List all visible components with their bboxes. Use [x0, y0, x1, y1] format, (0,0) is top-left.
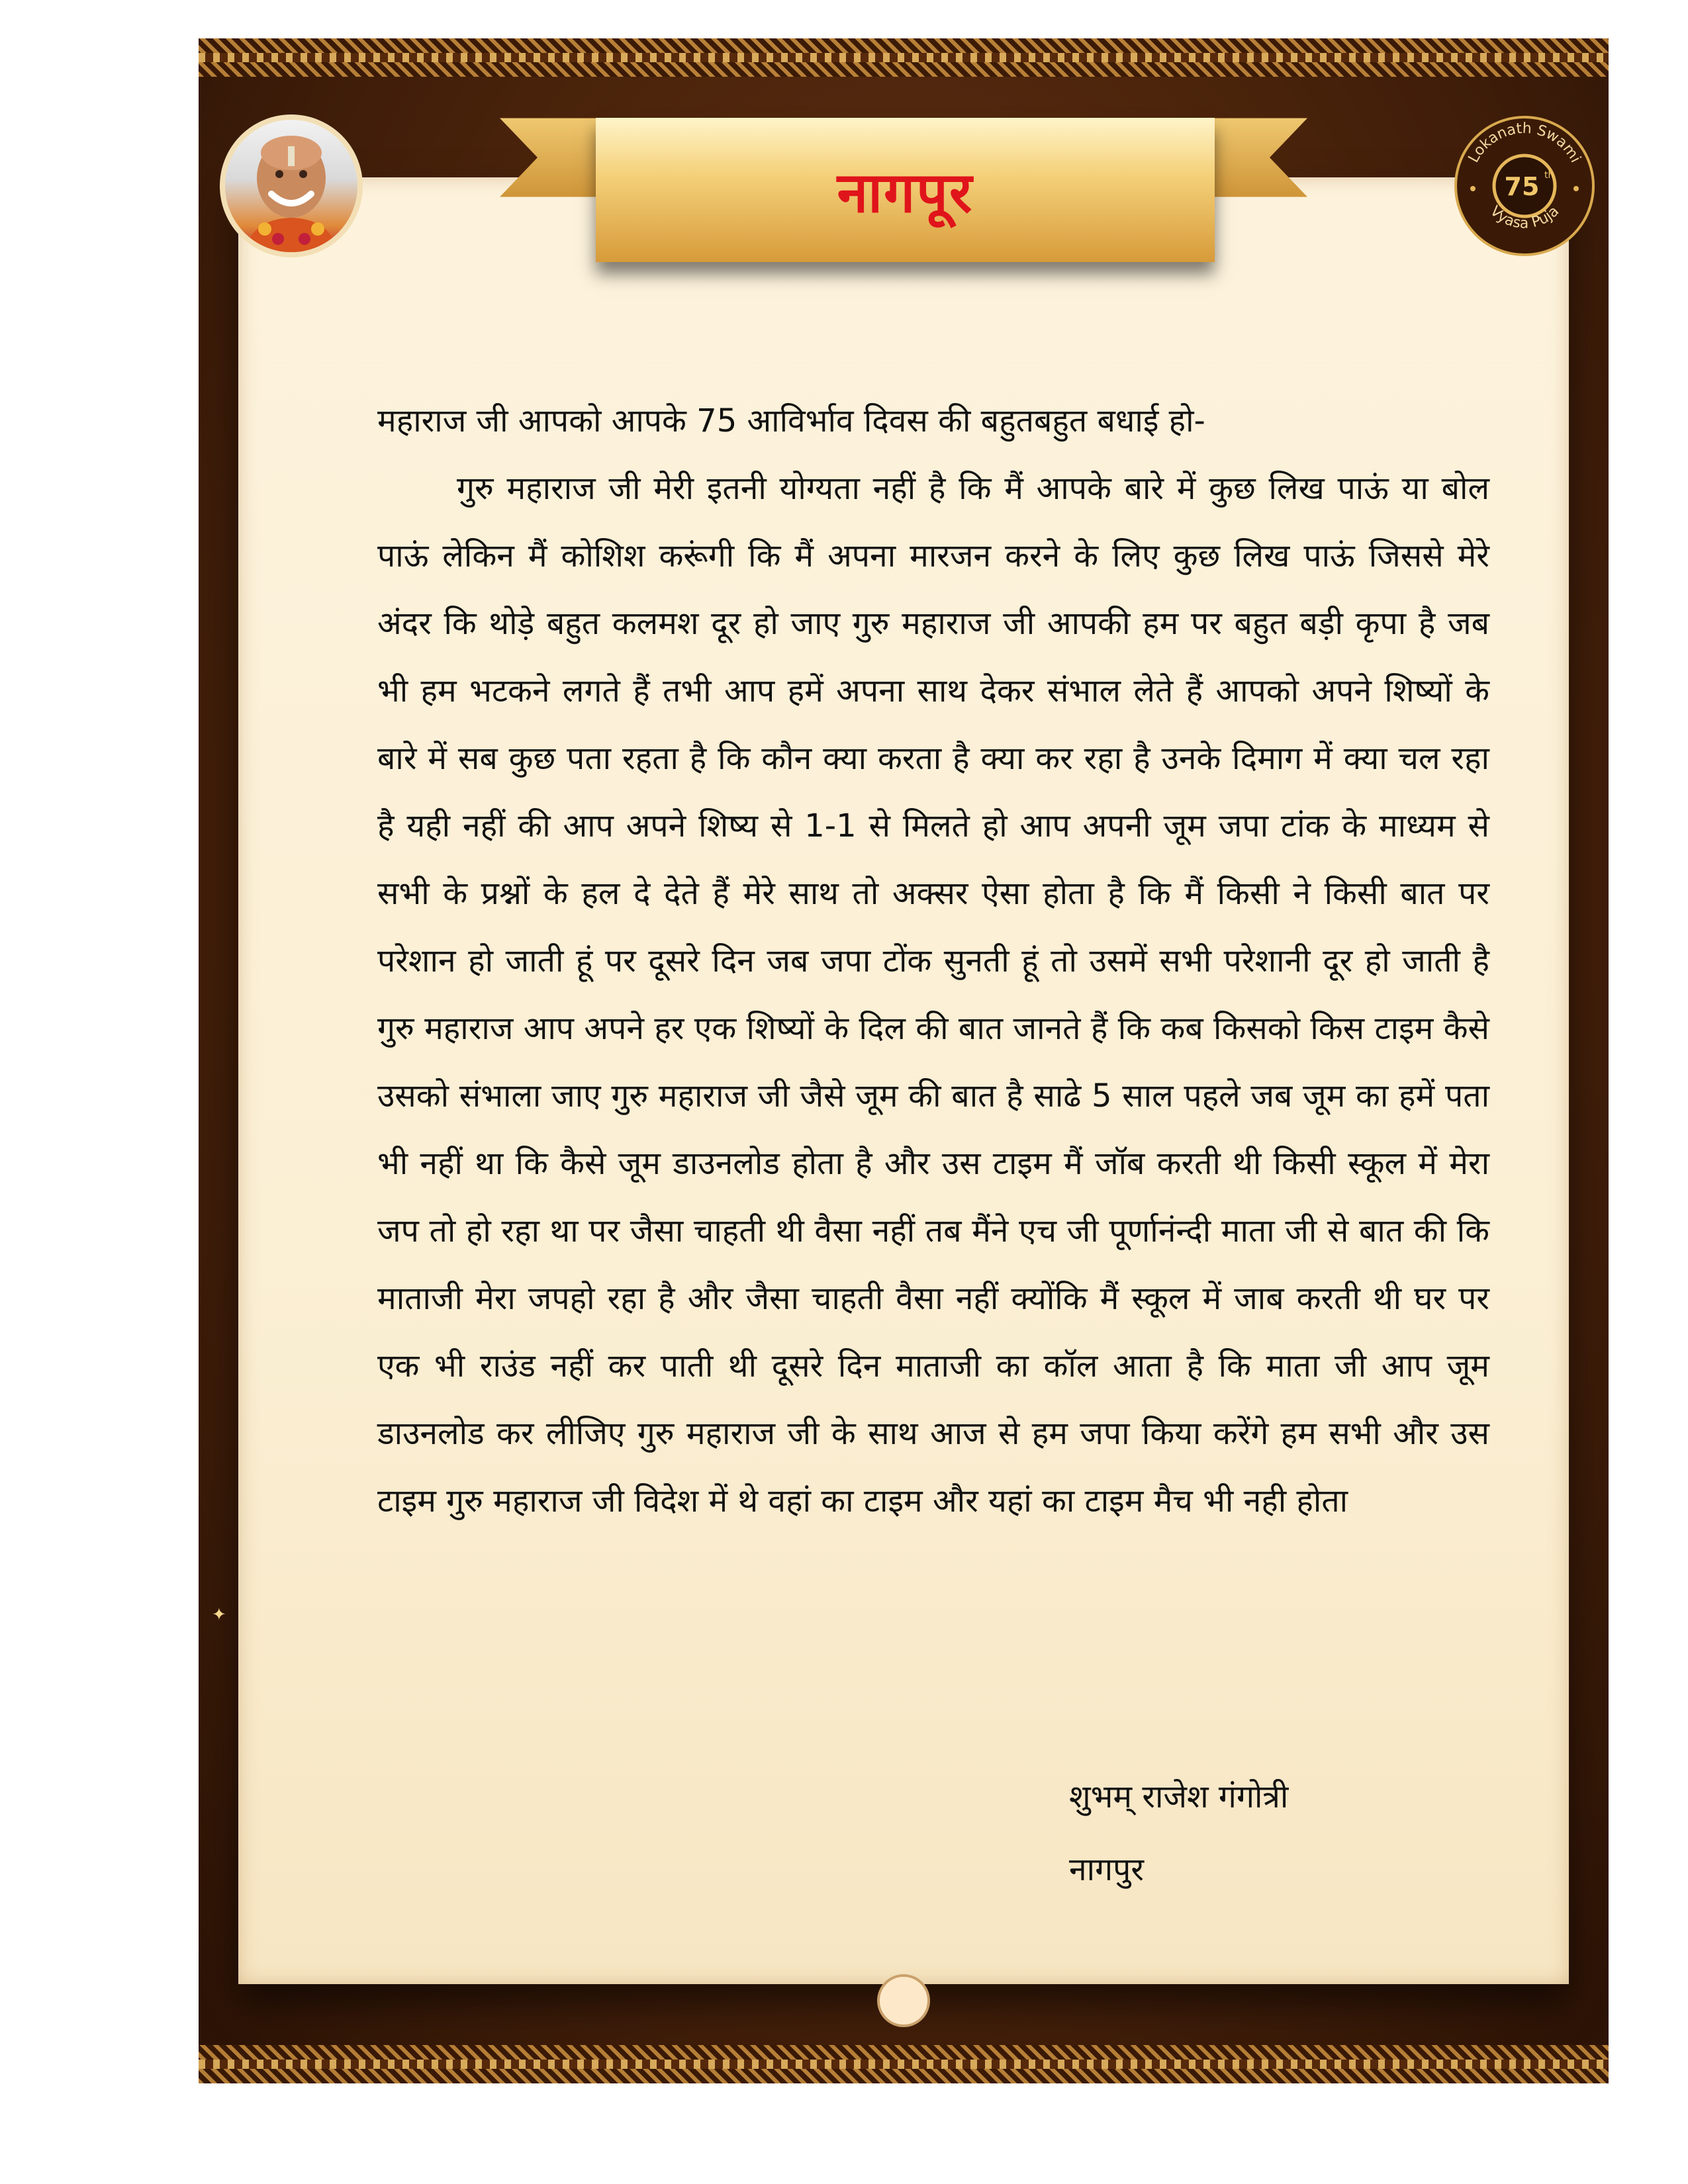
sparkle-icon: ✦ [212, 1605, 226, 1625]
top-ornament-border [199, 38, 1609, 77]
bottom-ornament-border [199, 2045, 1609, 2083]
letter-paragraph: गुरु महाराज जी मेरी इतनी योग्यता नहीं है कि मैं आपके बारे में कुछ लिख पाऊं या बोल पाऊं लेकिन मैं कोशिश करूंगी कि मैं अपना मारजन करने के लिए कुछ लिख पाऊं जिससे मेरे अंदर कि थोड़े बहुत कलमश दूर हो जाए गुरु महाराज जी आपकी हम पर बहुत बड़ी कृपा है जब भी हम भटकने लगते हैं तभी आप हमें अपना साथ देकर संभाल लेते हैं आपको अपने शिष्यों के बारे में सब कुछ पता रहता है कि कौन क्या करता है क्या कर रहा है उनके दिमाग में क्या चल रहा है यही नहीं की आप अपने शिष्य से 1-1 से मिलते हो आप अपनी जूम जपा टांक के माध्यम से सभी के प्रश्नों के हल दे देते हैं मेरे साथ तो अक्सर ऐसा होता है कि मैं किसी ने किसी बात पर परेशान हो जाती हूं पर दूसरे दिन जब जपा टोंक सुनती हूं तो उसमें सभी परेशानी दूर हो जाती है गुरु महाराज आप अपने हर एक शिष्यों के दिल की बात जानते हैं कि कब किसको किस टाइम कैसे उसको संभाला जाए गुरु महाराज जी जैसे जूम की बात है साढे 5 साल पहले जब जूम का हमें पता भी नहीं था कि कैसे जूम डाउनलोड होता है और उस टाइम मैं जॉब करती थी किसी स्कूल में मेरा जप तो हो रहा था पर जैसा चाहती थी वैसा नहीं तब मैंने एच जी पूर्णानंन्दी माता जी से बात की कि माताजी मेरा जपहो रहा है और जैसा चाहती वैसा नहीं क्योंकि मैं स्कूल में जाब करती थी घर पर एक भी राउंड नहीं कर पाती थी दूसरे दिन माताजी का कॉल आता है कि माता जी आप जूम डाउनलोड कर लीजिए गुरु महाराज जी के साथ आज से हम जपा किया करेंगे हम सभी और उस टाइम गुरु महाराज जी विदेश में थे वहां का टाइम और यहां का टाइम मैच भी नही होता [377, 470, 1489, 1520]
page-indicator-dot [877, 1974, 930, 2027]
guru-portrait [220, 114, 363, 257]
letter-signature [1069, 1760, 1288, 1906]
signature-name: शुभम् राजेश गंगोत्री [1069, 1778, 1289, 1815]
badge-emblem-icon [1453, 114, 1596, 257]
badge-arc-text: Lokanath Swami [1465, 120, 1584, 166]
anniversary-badge [1453, 114, 1596, 257]
signature-city: नागपुर [1069, 1851, 1144, 1888]
badge-suffix: th [1544, 170, 1554, 181]
portrait-image-icon [225, 120, 357, 252]
title-ribbon [596, 118, 1215, 262]
badge-number: 75 [1504, 172, 1540, 201]
page-title: नागपूर [837, 159, 974, 225]
badge-bottom-text: Vyasa Puja [1486, 203, 1563, 232]
letter-greeting: महाराज जी आपको आपके 75 आविर्भाव दिवस की बहुतबहुत बधाई हो- [377, 402, 1205, 439]
letter-body [377, 387, 1489, 1535]
